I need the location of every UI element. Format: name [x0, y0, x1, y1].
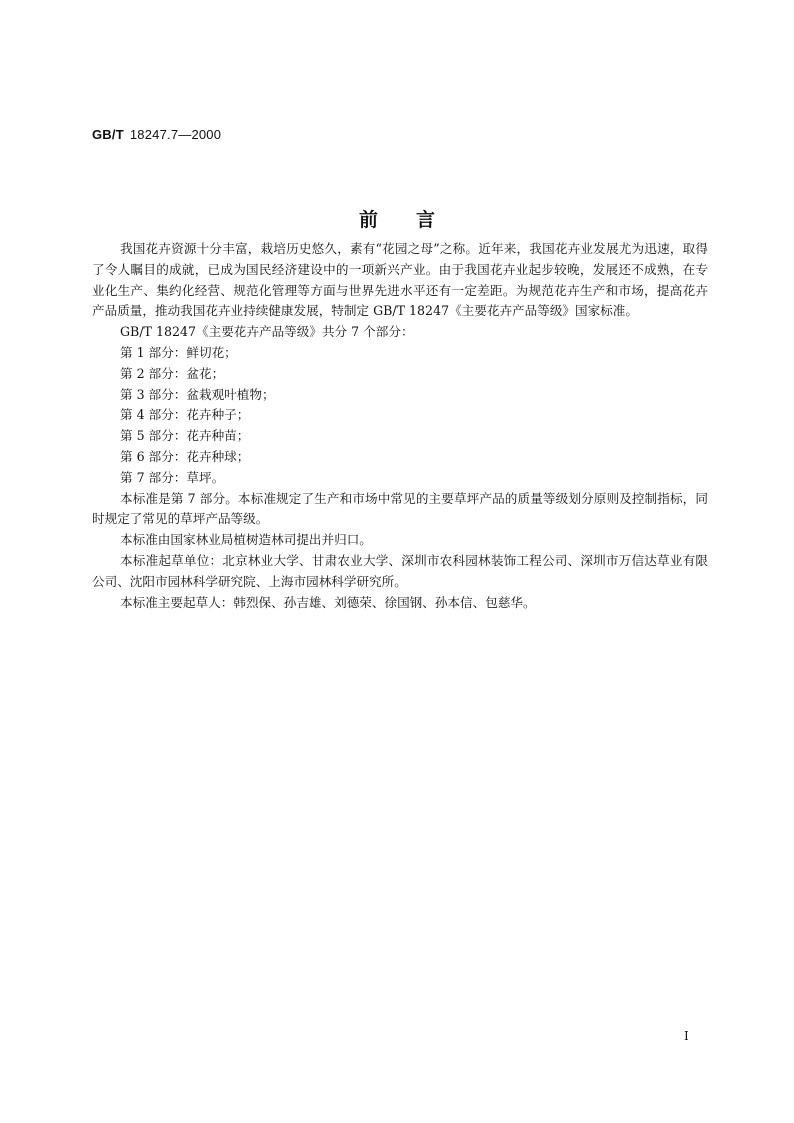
- standard-code-prefix: GB/T: [92, 127, 124, 142]
- foreword-body: [92, 239, 708, 613]
- paragraph-scope: 本标准是第 7 部分。本标准规定了生产和市场中常见的主要草坪产品的质量等级划分原则及控制指标，同时规定了常见的草坪产品等级。: [92, 490, 708, 527]
- paragraph-part-5: 第 5 部分：花卉种苗；: [120, 428, 250, 444]
- page-number: I: [684, 1029, 689, 1043]
- paragraph-proposer: 本标准由国家林业局植树造林司提出并归口。: [120, 532, 372, 548]
- paragraph-part-6: 第 6 部分：花卉种球；: [120, 448, 250, 464]
- paragraph-part-2: 第 2 部分：盆花；: [120, 365, 225, 381]
- paragraph-part-3: 第 3 部分：盆栽观叶植物；: [120, 386, 275, 402]
- paragraph-drafting-units: 本标准起草单位：北京林业大学、甘肃农业大学、深圳市农科园林装饰工程公司、深圳市万信达草业有限公司、沈阳市园林科学研究院、上海市园林科学研究所。: [92, 552, 708, 589]
- paragraph-parts-summary: GB/T 18247《主要花卉产品等级》共分 7 个部分：: [120, 324, 414, 340]
- paragraph-part-1: 第 1 部分：鲜切花；: [120, 344, 237, 360]
- standard-code-number: 18247.7—2000: [129, 127, 222, 142]
- paragraph-drafters: 本标准主要起草人：韩烈保、孙吉雄、刘德荣、徐国钢、孙本信、包慈华。: [120, 594, 536, 610]
- paragraph-part-4: 第 4 部分：花卉种子；: [120, 407, 250, 423]
- standard-code: [92, 127, 221, 142]
- paragraph-part-7: 第 7 部分：草坪。: [120, 469, 225, 485]
- page-title: 前言: [358, 209, 473, 231]
- paragraph-intro: 我国花卉资源十分丰富，栽培历史悠久，素有“花园之母”之称。近年来，我国花卉业发展尤为迅速，取得了令人瞩目的成就，已成为国民经济建设中的一项新兴产业。由于我国花卉业起步较晚，发展还不成熟，在专业化生产、集约化经营、规范化管理等方面与世界先进水平还有一定差距。为规范花卉生产和市场，提高花卉产品质量，推动我国花卉业持续健康发展，特制定 GB/T 18247《主要花卉产品等级》国家标准。: [92, 241, 708, 319]
